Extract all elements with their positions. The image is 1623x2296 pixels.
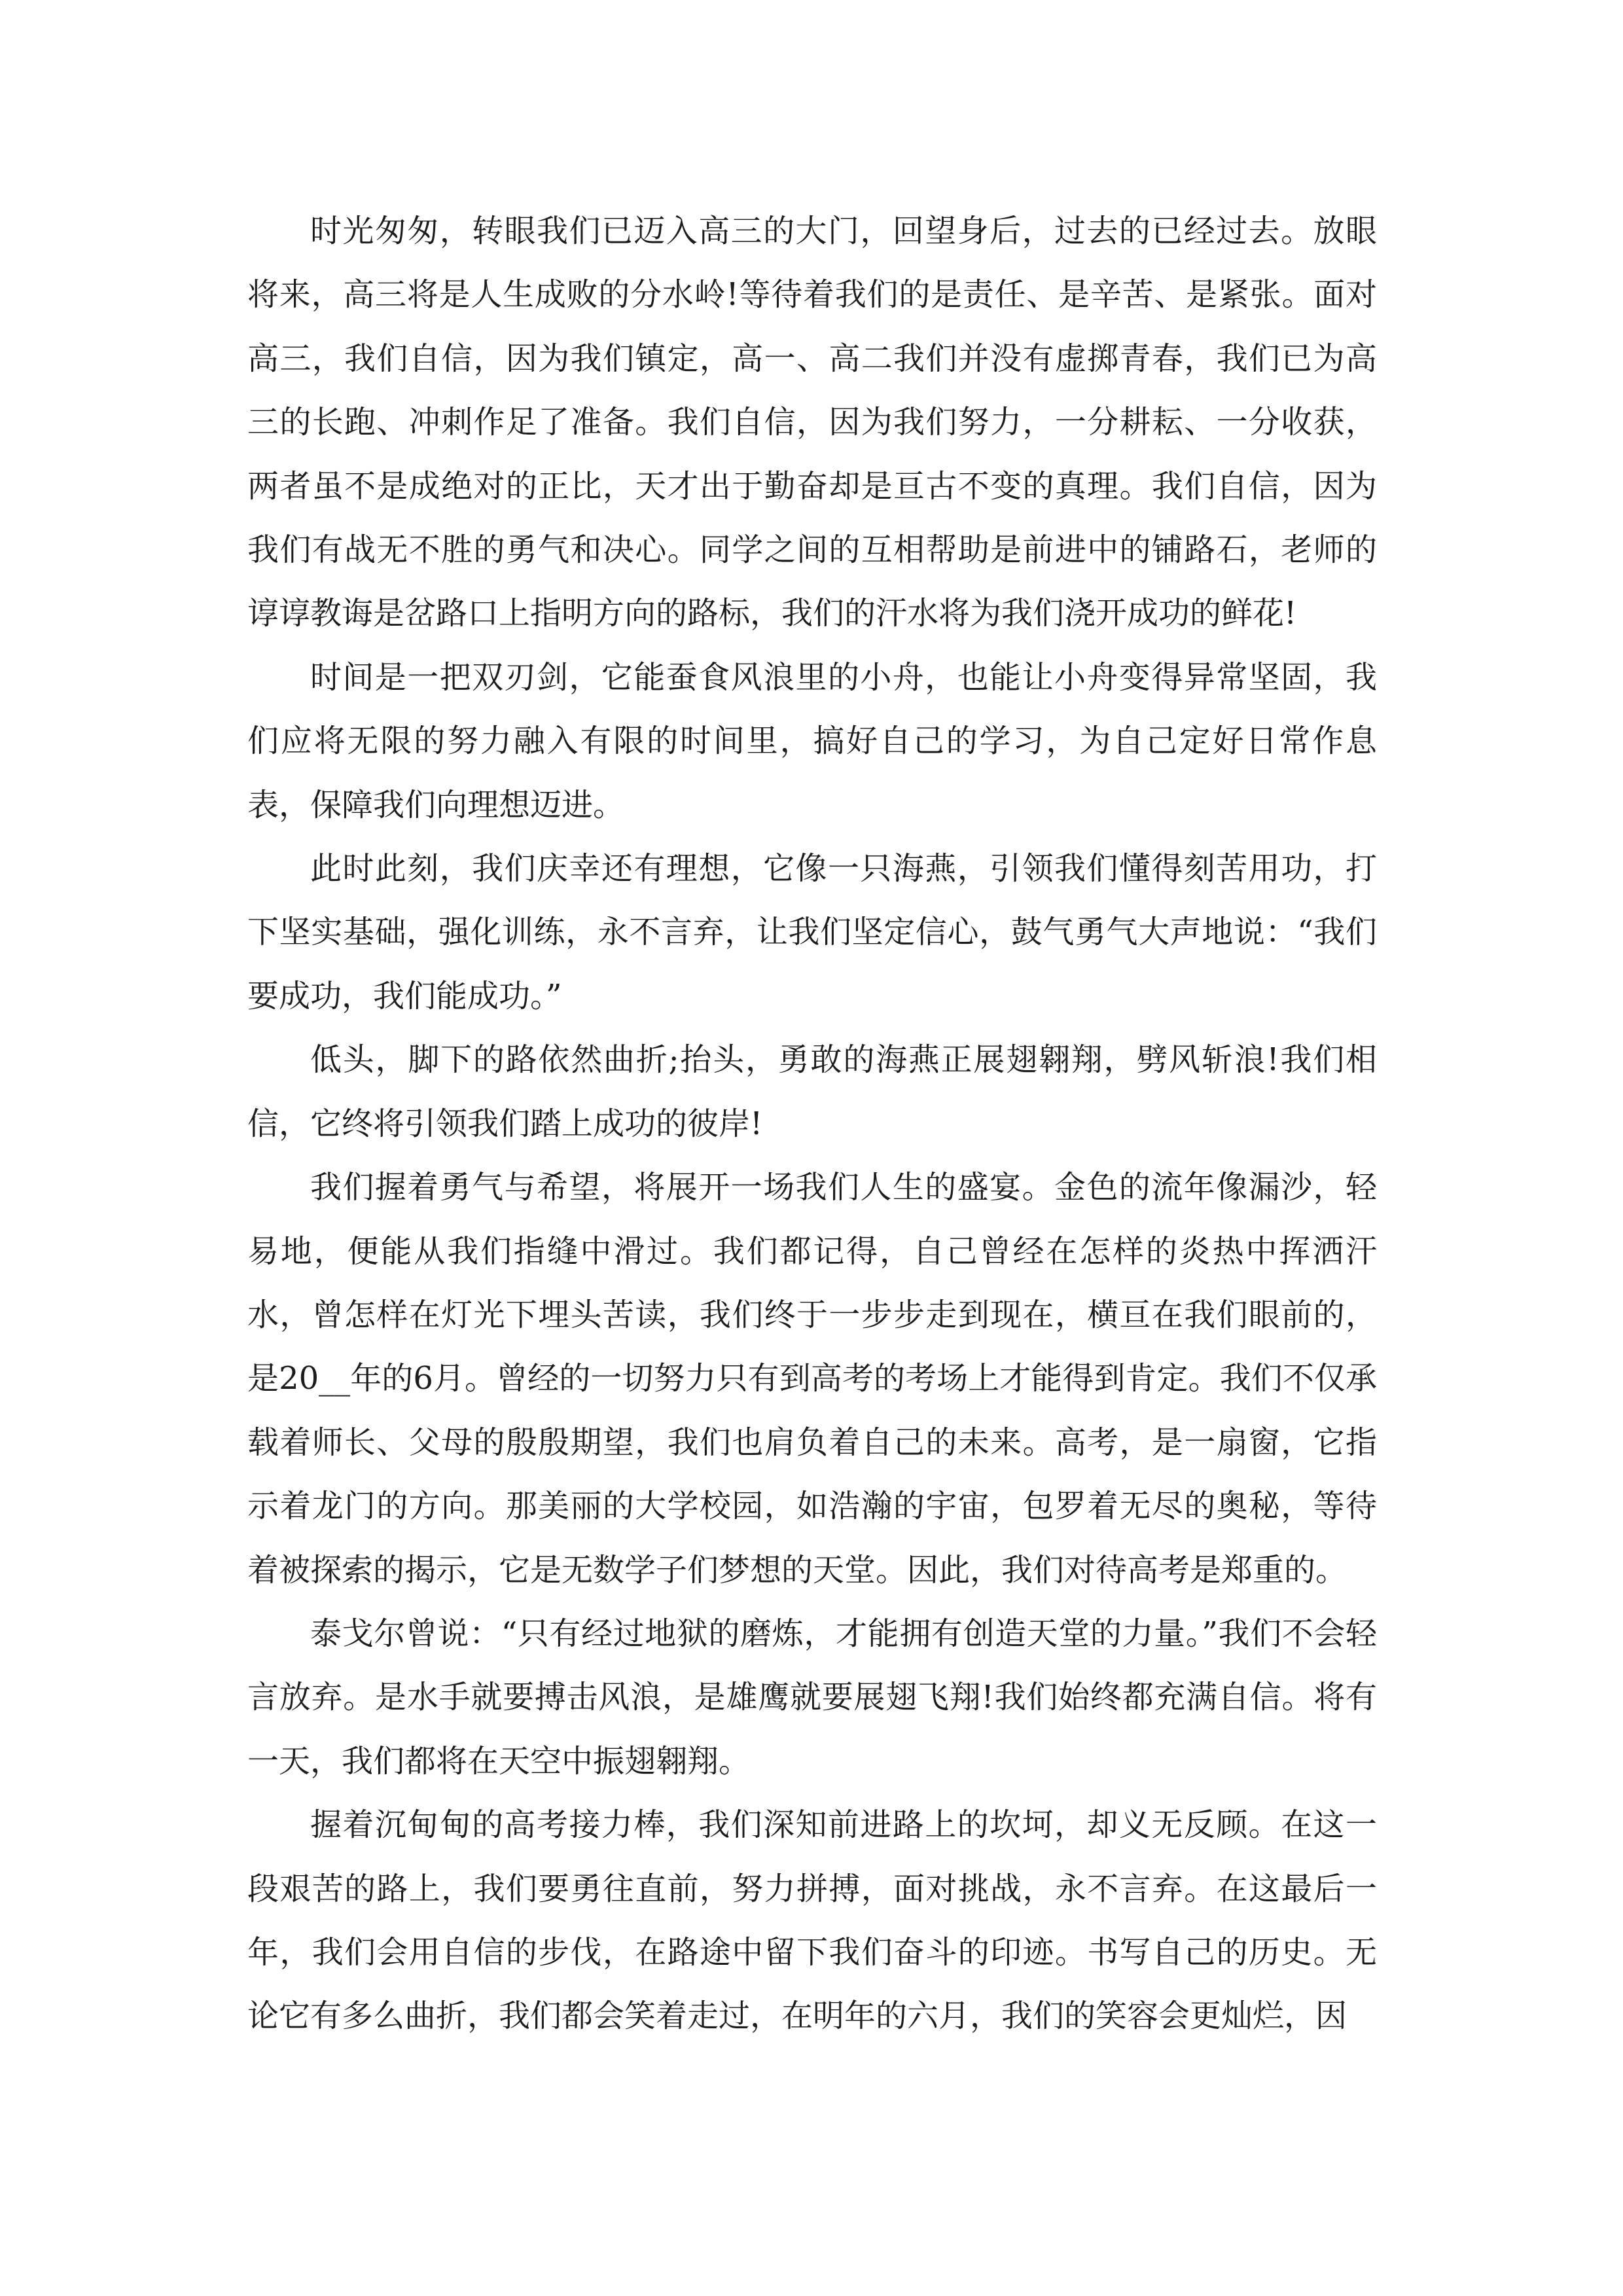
paragraph-6: 泰戈尔曾说：“只有经过地狱的磨炼，才能拥有创造天堂的力量。”我们不会轻言放弃。是水手就要搏击风浪，是雄鹰就要展翅飞翔!我们始终都充满自信。将有一天，我们都将在天空中振翅翱翔。 — [247, 1615, 1377, 1780]
document-page — [247, 200, 1377, 2049]
paragraph-5: 我们握着勇气与希望，将展开一场我们人生的盛宴。金色的流年像漏沙，轻易地，便能从我们指缝中滑过。我们都记得，自己曾经在怎样的炎热中挥洒汗水，曾怎样在灯光下埋头苦读，我们终于一步步走到现在，横亘在我们眼前的，是20__年的6月。曾经的一切努力只有到高考的考场上才能得到肯定。我们不仅承载着师长、父母的殷殷期望，我们也肩负着自己的未来。高考，是一扇窗，它指示着龙门的方向。那美丽的大学校园，如浩瀚的宇宙，包罗着无尽的奥秘，等待着被探索的揭示，它是无数学子们梦想的天堂。因此，我们对待高考是郑重的。 — [247, 1169, 1377, 1588]
paragraph-2: 时间是一把双刃剑，它能蚕食风浪里的小舟，也能让小舟变得异常坚固，我们应将无限的努力融入有限的时间里，搞好自己的学习，为自己定好日常作息表，保障我们向理想迈进。 — [247, 658, 1377, 823]
paragraph-3: 此时此刻，我们庆幸还有理想，它像一只海燕，引领我们懂得刻苦用功，打下坚实基础，强化训练，永不言弃，让我们坚定信心，鼓气勇气大声地说：“我们要成功，我们能成功。” — [247, 850, 1377, 1014]
paragraph-1: 时光匆匆，转眼我们已迈入高三的大门，回望身后，过去的已经过去。放眼将来，高三将是人生成败的分水岭!等待着我们的是责任、是辛苦、是紧张。面对高三，我们自信，因为我们镇定，高一、高二我们并没有虚掷青春，我们已为高三的长跑、冲刺作足了准备。我们自信，因为我们努力，一分耕耘、一分收获，两者虽不是成绝对的正比，天才出于勤奋却是亘古不变的真理。我们自信，因为我们有战无不胜的勇气和决心。同学之间的互相帮助是前进中的铺路石，老师的谆谆教诲是岔路口上指明方向的路标，我们的汗水将为我们浇开成功的鲜花! — [247, 213, 1377, 632]
paragraph-4: 低头，脚下的路依然曲折;抬头，勇敢的海燕正展翅翱翔，劈风斩浪!我们相信，它终将引领我们踏上成功的彼岸! — [247, 1041, 1377, 1142]
paragraph-7: 握着沉甸甸的高考接力棒，我们深知前进路上的坎坷，却义无反顾。在这一段艰苦的路上，我们要勇往直前，努力拼搏，面对挑战，永不言弃。在这最后一年，我们会用自信的步伐，在路途中留下我们奋斗的印迹。书写自己的历史。无论它有多么曲折，我们都会笑着走过，在明年的六月，我们的笑容会更灿烂，因 — [247, 1806, 1377, 2035]
